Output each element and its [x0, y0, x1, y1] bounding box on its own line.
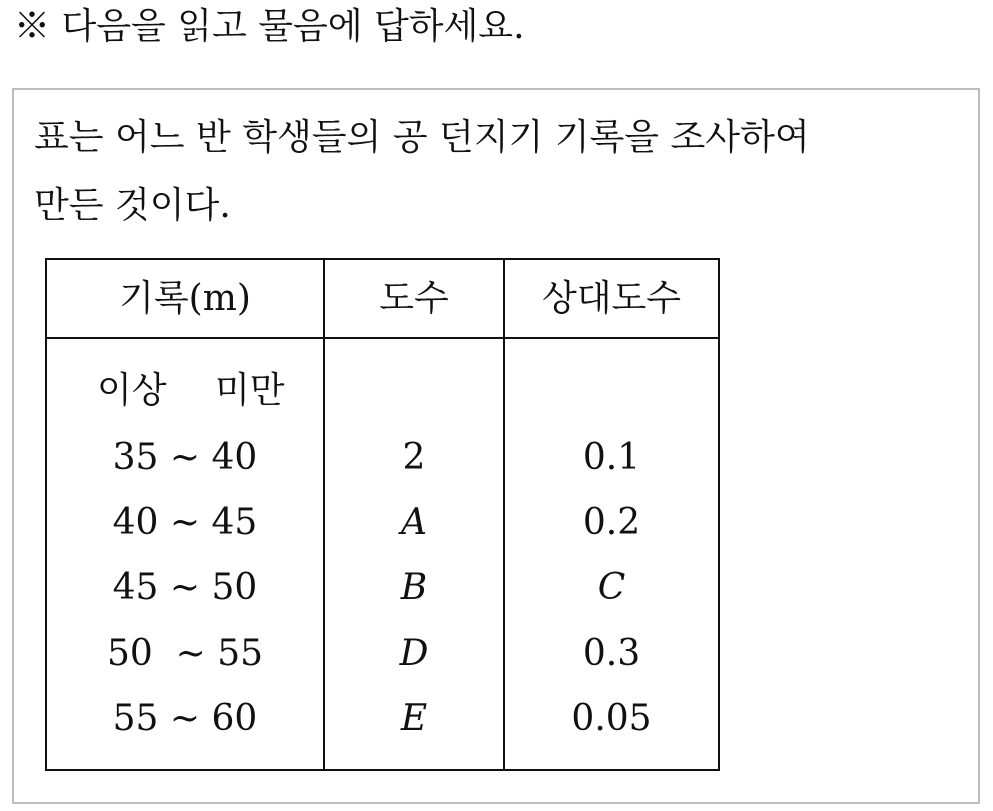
header-relative-frequency: 상대도수 [541, 278, 682, 319]
table-row-range: 55 ~ 60 [112, 698, 258, 739]
passage-line-2: 만든 것이다. [34, 185, 231, 226]
range-lower-label: 이상 [97, 370, 167, 411]
record-table [45, 258, 720, 771]
table-row-frequency: A [401, 502, 427, 543]
instruction-text: ※ 다음을 읽고 물음에 답하세요. [14, 6, 525, 47]
header-frequency: 도수 [379, 278, 449, 319]
table-row-relative-frequency: 0.3 [582, 633, 641, 674]
passage-text [34, 104, 810, 240]
table-row-relative-frequency: 0.1 [582, 437, 641, 478]
table-row-relative-frequency: 0.05 [571, 698, 652, 739]
header-record: 기록(m) [119, 278, 251, 319]
table-row-frequency: 2 [402, 437, 426, 478]
table-row-frequency: E [400, 698, 428, 739]
table-row-relative-frequency: 0.2 [582, 502, 641, 543]
range-upper-label: 미만 [215, 370, 285, 411]
table-row-frequency: D [399, 633, 429, 674]
table-row-range: 40 ~ 45 [112, 502, 258, 543]
table-row-range: 50 ~ 55 [106, 633, 264, 674]
table-row-range: 45 ~ 50 [112, 567, 258, 608]
table-row-range: 35 ~ 40 [112, 437, 258, 478]
table-row-relative-frequency: C [597, 567, 626, 608]
header-divider [47, 337, 718, 339]
passage-line-1: 표는 어느 반 학생들의 공 던지기 기록을 조사하여 [34, 117, 810, 158]
table-row-frequency: B [400, 567, 428, 608]
